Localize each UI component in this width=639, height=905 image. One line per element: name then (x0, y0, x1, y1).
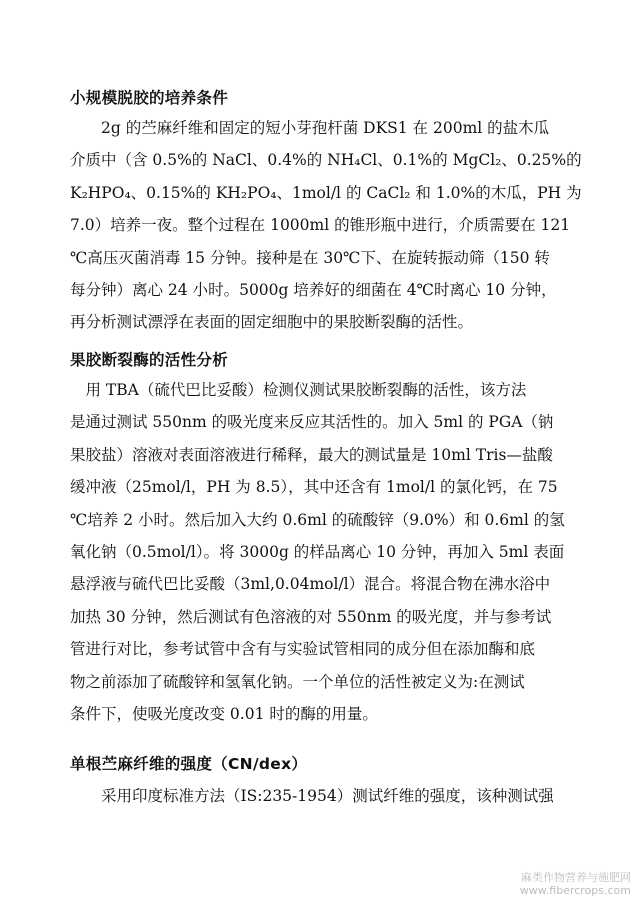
text-line: 再分析测试漂浮在表面的固定细胞中的果胶断裂酶的活性。 (70, 313, 474, 332)
text-line: 悬浮液与硫代巴比妥酸（3ml,0.04mol/l）混合。将混合物在沸水浴中 (70, 575, 551, 594)
text-line: K₂HPO₄、0.15%的 KH₂PO₄、1mol/l 的 CaCl₂ 和 1.0%的木瓜，PH 为 (70, 183, 582, 202)
text-line: 物之前添加了硫酸锌和氢氧化钠。一个单位的活性被定义为:在测试 (70, 672, 525, 691)
section-heading-enzyme-activity: 果胶断裂酶的活性分析 (70, 351, 229, 369)
section-heading-fiber-strength: 单根苎麻纤维的强度（CN/dex） (70, 755, 308, 773)
paragraph-enzyme-activity (70, 374, 570, 730)
text-line: ℃培养 2 小时。然后加入大约 0.6ml 的硫酸锌（9.0%）和 0.6ml 的氢 (70, 510, 565, 529)
text-line: 果胶盐）溶液对表面溶液进行稀释，最大的测试量是 10ml Tris—盐酸 (70, 445, 553, 464)
watermark-site-name: 麻类作物营养与施肥网 (521, 871, 631, 884)
watermark (520, 871, 631, 897)
text-line: 是通过测试 550nm 的吸光度来反应其活性的。加入 5ml 的 PGA（钠 (70, 413, 554, 432)
text-line: 介质中（含 0.5%的 NaCl、0.4%的 NH₄Cl、0.1%的 MgCl₂、0.25%的 (70, 151, 582, 170)
text-line: 每分钟）离心 24 小时。5000g 培养好的细菌在 4℃时离心 10 分钟， (70, 280, 557, 299)
watermark-url: www.fibercrops.com (519, 884, 631, 897)
text-line: 管进行对比，参考试管中含有与实验试管相同的成分但在添加酶和底 (70, 640, 536, 659)
text-line: ℃高压灭菌消毒 15 分钟。接种是在 30℃下、在旋转振动筛（150 转 (70, 248, 550, 267)
text-line: 7.0）培养一夜。整个过程在 1000ml 的锥形瓶中进行，介质需要在 121 (70, 216, 571, 235)
text-line: 氧化钠（0.5mol/l）。将 3000g 的样品离心 10 分钟，再加入 5ml 表面 (70, 542, 565, 561)
text-line: 采用印度标准方法（IS:235-1954）测试纤维的强度，该种测试强 (70, 787, 554, 805)
paragraph-fiber-strength (70, 780, 570, 812)
text-line: 缓冲液（25mol/l，PH 为 8.5），其中还含有 1mol/l 的氯化钙，在 75 (70, 478, 558, 497)
section-heading-culture-conditions: 小规模脱胶的培养条件 (70, 89, 229, 107)
text-line: 2g 的苎麻纤维和固定的短小芽孢杆菌 DKS1 在 200ml 的盐木瓜 (70, 119, 550, 137)
paragraph-culture-conditions (70, 112, 582, 339)
text-line: 用 TBA（硫代巴比妥酸）检测仪测试果胶断裂酶的活性，该方法 (70, 381, 527, 399)
text-line: 加热 30 分钟，然后测试有色溶液的对 550nm 的吸光度，并与参考试 (70, 607, 552, 626)
text-line: 条件下，使吸光度改变 0.01 时的酶的用量。 (70, 704, 378, 723)
